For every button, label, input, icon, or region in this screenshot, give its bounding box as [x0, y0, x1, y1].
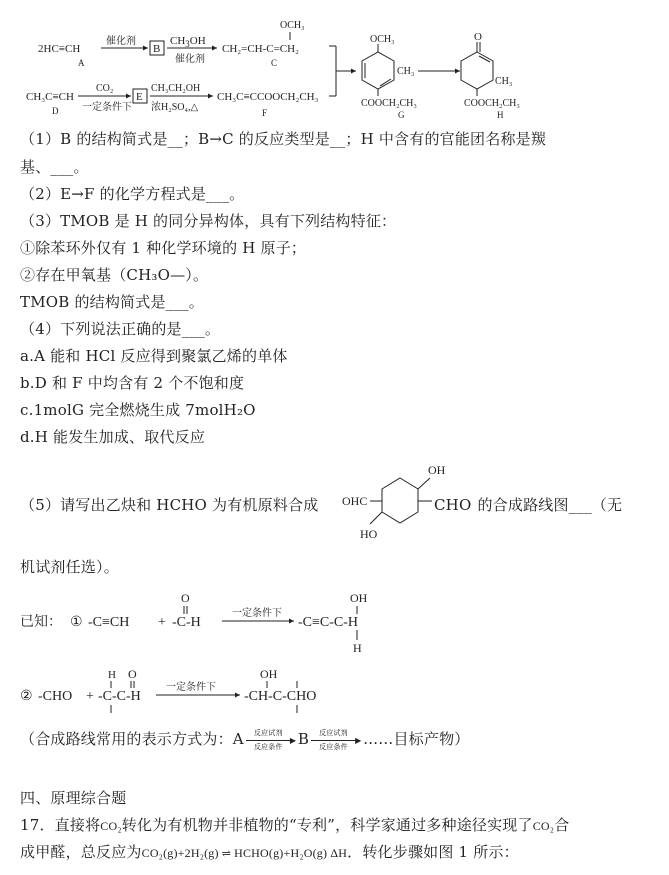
- known-r2-left: -CHO: [38, 689, 73, 704]
- known-r1-left: -C≡CH: [88, 615, 130, 630]
- known-reaction-2: [0, 668, 669, 728]
- arrow-ef-top: CH₃CH₂OH: [151, 83, 201, 94]
- known-reaction-1: [0, 588, 669, 658]
- blank: ___: [181, 320, 205, 338]
- known-r1-num: ①: [70, 615, 83, 630]
- q5-text-b: 的合成路线图: [477, 496, 569, 514]
- known-r1-o: O: [181, 591, 190, 605]
- known-r2-num: ②: [20, 689, 33, 704]
- target-oh-bottom: HO: [360, 527, 378, 541]
- g-bottom: COOCH₂CH₃: [361, 98, 417, 109]
- h-bottom: COOCH₂CH₃: [464, 98, 520, 109]
- target-oh-top: OH: [428, 463, 446, 477]
- equilibrium-arrow-icon: ⇌: [221, 847, 232, 860]
- scheme-label-a: A: [78, 58, 85, 68]
- q17-co2-b: CO₂: [532, 819, 555, 833]
- known-r2-plus: +: [86, 689, 94, 704]
- g-label: G: [398, 110, 405, 120]
- label-c: C: [271, 58, 278, 68]
- blank: ___: [206, 185, 230, 203]
- structure-h: [461, 31, 520, 120]
- q4-line: [20, 318, 220, 339]
- q17-line-1: [20, 814, 569, 835]
- blank: ___: [50, 158, 74, 176]
- arrow-head: ▶: [289, 736, 297, 745]
- q3-answer-line: [20, 291, 204, 312]
- q3-text-b: 。: [188, 293, 204, 311]
- q2-line: [20, 183, 244, 204]
- route-suffix: ……目标产物）: [363, 730, 470, 748]
- q17-text-b: 转化为有机物并非植物的“专利”，科学家通过多种途径实现了: [121, 816, 533, 834]
- arrow-head: [212, 46, 217, 51]
- known-r2-o: O: [128, 668, 137, 681]
- known-r2-cond: 一定条件下: [166, 682, 216, 693]
- known-r2-mid: -C-C-H: [98, 689, 141, 704]
- known-prefix: 已知：: [20, 614, 62, 630]
- product-f: CH₃C≡CCOOCH₂CH₃: [217, 91, 319, 103]
- known-r2-prod: -CH-C-CHO: [244, 689, 317, 704]
- q5-text-c: （无: [591, 496, 623, 514]
- product-c: CH₂=CH-C=CH₂: [222, 43, 299, 55]
- q3-item-2: ②存在甲氧基（CH₃O—）。: [20, 266, 209, 284]
- route-mid: B: [297, 730, 310, 748]
- q1-text-d: 基、: [20, 158, 51, 176]
- q17-text-e: ．转化步骤如图 1 所示：: [347, 843, 519, 861]
- arrow-head: [351, 69, 356, 74]
- q1-line-2: [20, 156, 89, 177]
- h-side: CH₃: [495, 76, 513, 87]
- arrow-head: [455, 69, 460, 74]
- route-prefix: （合成路线常用的表示方式为：A: [20, 730, 244, 748]
- q4-option-c: c.1molG 完全燃烧生成 7molH₂O: [20, 401, 256, 419]
- q4-text-a: （4）下列说法正确的是: [20, 320, 182, 338]
- box-b-label: B: [153, 43, 161, 55]
- q4-option-d: d.H 能发生加成、取代反应: [20, 428, 206, 446]
- scheme-start-a: 2HC≡CH: [38, 43, 81, 55]
- q1-text-e: 。: [73, 158, 89, 176]
- q3-text-a: TMOB 的结构简式是: [20, 293, 166, 311]
- q17-line-2: [20, 841, 519, 862]
- known-r1-cond: 一定条件下: [232, 608, 282, 619]
- known-r1-h: H: [353, 641, 362, 655]
- scheme-start-d: CH₃C≡CH: [26, 91, 74, 103]
- arrow-head: [126, 94, 131, 99]
- blank: ___: [568, 496, 592, 514]
- q4-option-a: a.A 能和 HCl 反应得到聚氯乙烯的单体: [20, 347, 288, 365]
- h-top: O: [474, 31, 482, 43]
- structure-g: [361, 34, 417, 120]
- known-r2-h: H: [108, 669, 116, 681]
- route-arrow-1: [244, 729, 298, 751]
- q5-line-b: [434, 494, 622, 515]
- q17-text-d: 成甲醛，总反应为: [20, 843, 142, 861]
- q17-text-c: 合: [554, 816, 570, 834]
- box-e-label: E: [136, 91, 143, 103]
- reaction-scheme: [0, 0, 669, 125]
- route-arrow-1-bottom: 反应条件: [253, 743, 283, 751]
- route-arrow-2-top: 反应试剂: [319, 729, 348, 737]
- scheme-label-d: D: [52, 106, 59, 116]
- q5-text-d: 机试剂任选）。: [20, 558, 119, 576]
- q17-eq-left: CO₂(g)+2H₂(g): [141, 846, 219, 860]
- known-r2-oh: OH: [260, 668, 278, 681]
- q17-eq-right: HCHO(g)+H₂O(g) ΔH: [234, 846, 348, 860]
- known-r1-oh: OH: [350, 591, 368, 605]
- q1-text-c: ；H 中含有的官能团名称是羰: [345, 130, 547, 148]
- arrow2-bottom: 催化剂: [175, 54, 205, 65]
- arrow1-top: 催化剂: [106, 36, 136, 47]
- arrow-head: ▶: [355, 736, 362, 745]
- route-arrow-2: [309, 729, 363, 751]
- route-arrow-2-bottom: 反应条件: [319, 743, 348, 751]
- known-r1-prod: -C≡C-C-H: [298, 615, 359, 630]
- q5-text-a: （5）请写出乙炔和 HCHO 为有机原料合成: [20, 496, 319, 514]
- route-arrow-1-top: 反应试剂: [253, 729, 283, 737]
- arrow-de-top: CO₂: [96, 83, 114, 94]
- blank: ___: [165, 293, 189, 311]
- known-r1-carbonyl: -C-H: [172, 615, 201, 630]
- h-label: H: [497, 110, 504, 120]
- q4-text-b: 。: [204, 320, 221, 338]
- blank: __: [330, 130, 346, 148]
- arrow-ef-bottom: 浓H₂SO₄,△: [151, 102, 199, 113]
- arrow-head: [208, 94, 213, 99]
- product-c-sub: OCH₃: [280, 20, 305, 31]
- section-heading: 四、原理综合题: [20, 789, 127, 807]
- reagent-methanol: $CH_3OH$: [170, 35, 206, 49]
- q17-co2: CO₂: [100, 819, 122, 833]
- target-right: CHO: [434, 496, 472, 514]
- route-note: [20, 728, 469, 749]
- q3-item-1: ①除苯环外仅有 1 种化学环境的 H 原子；: [20, 239, 307, 257]
- q17-text-a: 17．直接将: [20, 816, 101, 834]
- arrow-de-bottom: 一定条件下: [82, 102, 132, 113]
- q2-text-a: （2）E→F 的化学方程式是: [20, 185, 207, 203]
- blank: __: [167, 130, 183, 148]
- arrow-line: [246, 740, 294, 741]
- q2-text-b: 。: [229, 185, 245, 203]
- target-left: OHC: [342, 494, 368, 508]
- arrow-head: [143, 46, 148, 51]
- arrow-line: [311, 740, 359, 741]
- q3-line: （3）TMOB 是 H 的同分异构体，具有下列结构特征：: [20, 212, 397, 230]
- known-r1-plus: +: [158, 615, 166, 630]
- q1-text-b: ；B→C 的反应类型是: [182, 130, 330, 148]
- q1-text-a: （1）B 的结构简式是: [20, 130, 168, 148]
- g-top: OCH₃: [370, 34, 395, 45]
- q1-line: [20, 128, 546, 149]
- q4-option-b: b.D 和 F 中均含有 2 个不饱和度: [20, 374, 245, 392]
- g-side: CH₃: [397, 66, 415, 77]
- label-f: F: [262, 108, 268, 118]
